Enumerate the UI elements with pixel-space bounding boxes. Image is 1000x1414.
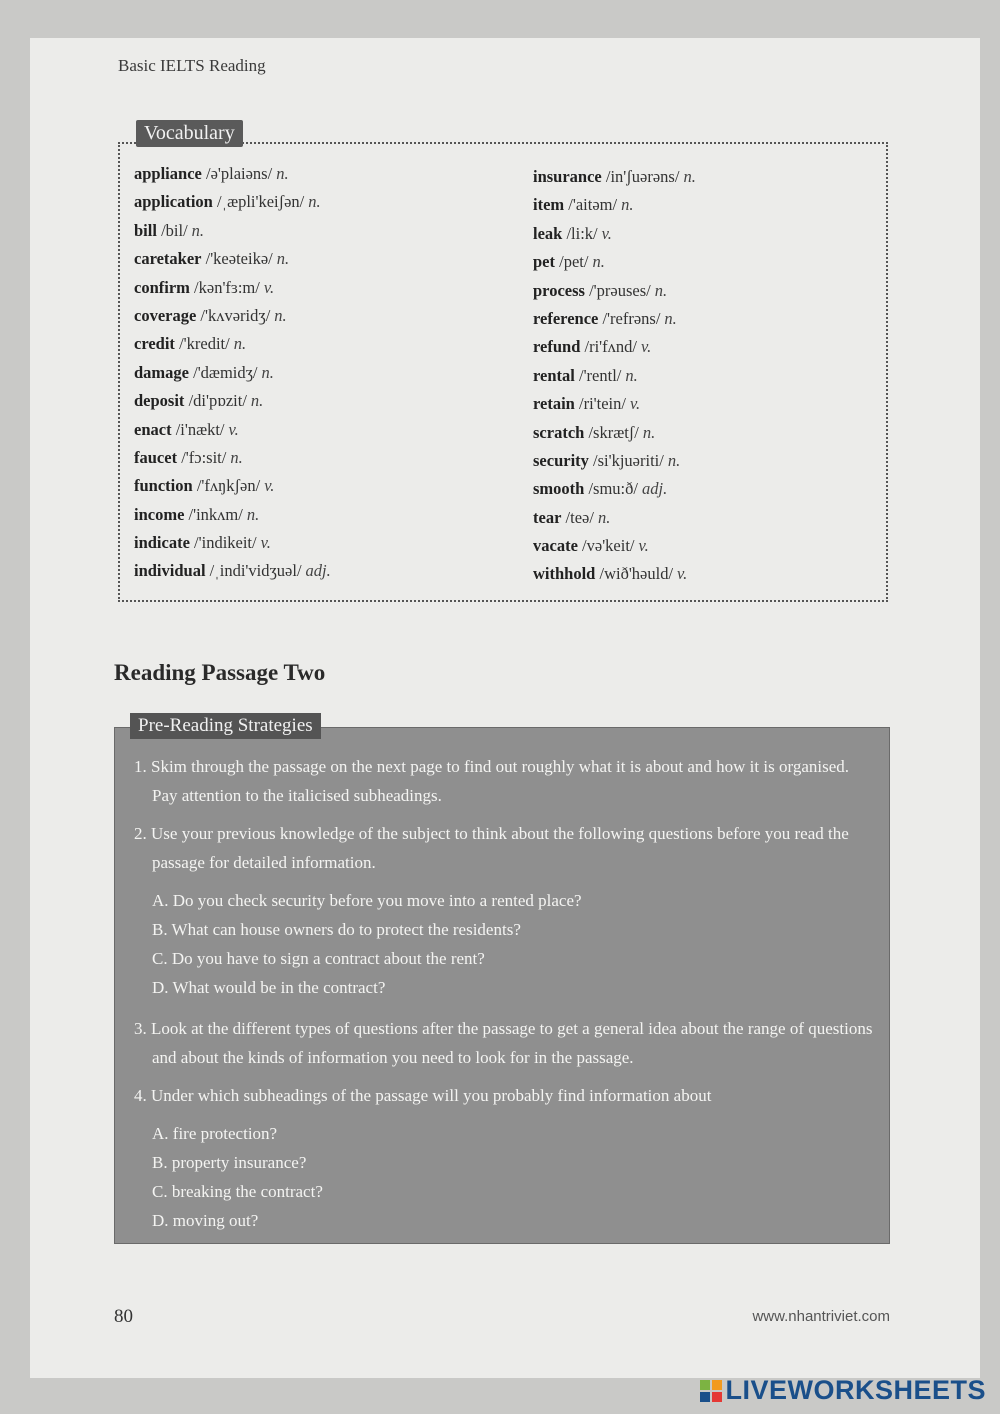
vocab-pronunciation: /skrætʃ/	[588, 422, 639, 442]
vocab-pronunciation: /smu:ð/	[588, 479, 638, 499]
vocab-word: vacate	[533, 536, 578, 556]
vocab-part-of-speech: n.	[621, 195, 634, 215]
vocab-entry	[533, 163, 696, 191]
strategies-tag: Pre-Reading Strategies	[130, 713, 321, 739]
vocab-part-of-speech: v.	[638, 536, 649, 556]
vocab-pronunciation: /'kredit/	[179, 334, 230, 354]
vocab-entry	[533, 305, 696, 333]
strategy-2-options	[134, 886, 874, 1002]
strategy-item-3: 3. Look at the different types of questions after the passage to get a general idea about the range of questions and about the kinds of information you need to look for in the passage.	[134, 1019, 873, 1067]
vocab-word: retain	[533, 394, 575, 414]
vocab-pronunciation: /'fʌŋkʃən/	[196, 476, 261, 496]
question-option: B. property insurance?	[152, 1153, 307, 1172]
vocab-entry	[134, 359, 331, 387]
vocab-pronunciation: /ri'fʌnd/	[584, 337, 637, 357]
vocab-word: refund	[533, 337, 581, 357]
vocab-pronunciation: /'dæmidʒ/	[193, 362, 258, 382]
vocab-pronunciation: /'refrəns/	[602, 308, 661, 328]
vocab-entry	[134, 160, 331, 188]
vocab-pronunciation: /teə/	[565, 507, 594, 527]
vocabulary-tag: Vocabulary	[136, 120, 243, 147]
vocab-entry	[533, 248, 696, 276]
liveworksheets-logo-icon	[700, 1380, 722, 1402]
vocab-entry	[134, 217, 331, 245]
vocab-entry	[533, 504, 696, 532]
vocab-pronunciation: /ˌæpli'keiʃən/	[216, 192, 305, 212]
vocab-part-of-speech: n.	[597, 507, 611, 527]
vocab-word: process	[533, 280, 585, 300]
vocab-word: appliance	[134, 164, 202, 183]
vocab-entry	[134, 472, 331, 500]
question-option: C. breaking the contract?	[152, 1182, 323, 1201]
vocab-part-of-speech: n.	[664, 308, 677, 328]
vocab-word: income	[134, 504, 185, 524]
vocab-part-of-speech: n.	[667, 450, 681, 470]
vocab-pronunciation: /kən'fɜ:m/	[194, 277, 260, 297]
vocab-word: faucet	[134, 447, 178, 467]
vocab-part-of-speech: n.	[250, 391, 264, 411]
vocab-part-of-speech: v.	[640, 337, 652, 357]
vocab-part-of-speech: v.	[263, 277, 275, 297]
vocabulary-left-column	[134, 160, 331, 586]
vocab-entry	[134, 387, 331, 415]
vocab-part-of-speech: n.	[274, 305, 287, 325]
vocab-entry	[533, 390, 696, 418]
vocab-entry	[533, 447, 696, 475]
question-option: D. What would be in the contract?	[152, 978, 386, 997]
vocab-pronunciation: /ˌindi'vidʒuəl/	[209, 561, 302, 581]
vocab-word: enact	[134, 419, 172, 439]
vocab-pronunciation: /i'nækt/	[175, 419, 225, 439]
vocab-entry	[134, 274, 331, 302]
vocab-part-of-speech: n.	[276, 249, 290, 269]
vocab-part-of-speech: n.	[642, 422, 656, 442]
vocab-entry	[134, 416, 331, 444]
vocab-word: withhold	[533, 564, 596, 584]
vocab-entry	[134, 529, 331, 557]
strategy-item-4: 4. Under which subheadings of the passage will you probably find information about	[134, 1086, 712, 1105]
strategy-4-options	[134, 1119, 874, 1235]
vocab-part-of-speech: v.	[677, 564, 688, 584]
vocab-part-of-speech: v.	[228, 419, 239, 439]
vocab-word: coverage	[134, 305, 197, 325]
vocab-part-of-speech: n.	[276, 164, 289, 183]
vocab-pronunciation: /pet/	[559, 252, 589, 272]
vocab-part-of-speech: n.	[261, 362, 274, 382]
vocab-pronunciation: /in'ʃuərəns/	[605, 167, 680, 186]
vocab-pronunciation: /'inkʌm/	[188, 504, 243, 524]
vocab-word: damage	[134, 362, 189, 382]
vocab-part-of-speech: n.	[654, 280, 668, 300]
vocab-pronunciation: /'prəuses/	[589, 280, 651, 300]
vocab-entry	[533, 333, 696, 361]
vocab-entry	[134, 330, 331, 358]
vocab-word: individual	[134, 561, 206, 581]
vocab-part-of-speech: n.	[308, 192, 321, 212]
vocab-word: leak	[533, 223, 563, 243]
question-option: C. Do you have to sign a contract about the rent?	[152, 949, 485, 968]
vocab-entry	[533, 560, 696, 588]
question-option: A. Do you check security before you move into a rented place?	[152, 891, 582, 910]
running-title: Basic IELTS Reading	[118, 56, 266, 75]
vocab-part-of-speech: v.	[629, 394, 641, 414]
brand-name: LIVEWORKSHEETS	[725, 1375, 986, 1405]
vocab-part-of-speech: v.	[260, 533, 271, 553]
vocab-pronunciation: /'fɔ:sit/	[181, 447, 227, 467]
website-url: www.nhantriviet.com	[752, 1308, 890, 1325]
section-title: Reading Passage Two	[114, 660, 326, 685]
vocab-entry	[533, 220, 696, 248]
liveworksheets-brand[interactable]	[700, 1375, 986, 1406]
vocab-word: indicate	[134, 533, 190, 553]
vocab-word: function	[134, 476, 193, 496]
vocab-part-of-speech: n.	[230, 447, 243, 467]
vocab-pronunciation: /ə'plaiəns/	[205, 164, 273, 183]
vocab-part-of-speech: v.	[601, 223, 612, 243]
vocab-pronunciation: /'aitəm/	[568, 195, 618, 215]
vocab-entry	[134, 444, 331, 472]
question-option: B. What can house owners do to protect the residents?	[152, 920, 521, 939]
vocab-word: security	[533, 450, 589, 470]
vocab-entry	[533, 419, 696, 447]
vocab-word: reference	[533, 308, 599, 328]
vocab-entry	[533, 277, 696, 305]
vocab-pronunciation: /wið'həuld/	[599, 564, 674, 584]
vocab-pronunciation: /li:k/	[566, 223, 598, 243]
vocab-pronunciation: /bil/	[161, 220, 188, 240]
vocab-word: insurance	[533, 167, 602, 186]
strategy-item-2: 2. Use your previous knowledge of the subject to think about the following questions before you read the passage for detailed information.	[134, 824, 849, 872]
vocab-part-of-speech: adj.	[641, 479, 668, 499]
vocab-entry	[533, 191, 696, 219]
vocab-word: rental	[533, 365, 575, 385]
vocab-entry	[134, 245, 331, 273]
vocab-pronunciation: /'indikeit/	[194, 533, 257, 553]
vocab-word: confirm	[134, 277, 190, 297]
vocab-pronunciation: /di'pɒzit/	[188, 391, 247, 411]
strategies-list	[134, 752, 874, 1247]
vocab-entry	[134, 501, 331, 529]
vocab-word: caretaker	[134, 249, 202, 269]
vocab-word: deposit	[134, 391, 185, 411]
vocab-part-of-speech: n.	[233, 334, 247, 354]
vocab-word: item	[533, 195, 565, 215]
vocab-part-of-speech: n.	[625, 365, 638, 385]
vocab-pronunciation: /si'kjuəriti/	[593, 450, 664, 470]
vocab-entry	[134, 188, 331, 216]
vocab-word: tear	[533, 507, 562, 527]
vocabulary-right-column	[533, 163, 696, 589]
vocab-part-of-speech: n.	[683, 167, 696, 186]
vocab-part-of-speech: n.	[191, 220, 205, 240]
vocab-entry	[134, 302, 331, 330]
vocab-pronunciation: /'rentl/	[578, 365, 622, 385]
vocab-part-of-speech: adj.	[305, 561, 331, 581]
vocab-word: bill	[134, 220, 157, 240]
strategy-item-1: 1. Skim through the passage on the next page to find out roughly what it is about and how it is organised. Pay attention to the italicised subheadings.	[134, 757, 850, 805]
question-option: A. fire protection?	[152, 1124, 278, 1143]
vocab-entry	[533, 362, 696, 390]
vocab-entry	[533, 475, 696, 503]
vocab-pronunciation: /'keəteikə/	[205, 249, 273, 269]
vocab-pronunciation: /və'keit/	[582, 536, 635, 556]
page-number: 80	[114, 1306, 133, 1327]
vocab-pronunciation: /ri'tein/	[578, 394, 626, 414]
vocab-part-of-speech: n.	[246, 504, 260, 524]
vocab-entry	[533, 532, 696, 560]
vocab-entry	[134, 557, 331, 585]
vocab-word: smooth	[533, 479, 585, 499]
vocab-pronunciation: /'kʌvəridʒ/	[200, 305, 271, 325]
vocab-word: pet	[533, 252, 555, 272]
vocab-part-of-speech: n.	[592, 252, 605, 272]
vocab-part-of-speech: v.	[264, 476, 275, 496]
vocab-word: credit	[134, 334, 175, 354]
question-option: D. moving out?	[152, 1211, 259, 1230]
vocab-word: application	[134, 192, 213, 212]
vocab-word: scratch	[533, 422, 585, 442]
